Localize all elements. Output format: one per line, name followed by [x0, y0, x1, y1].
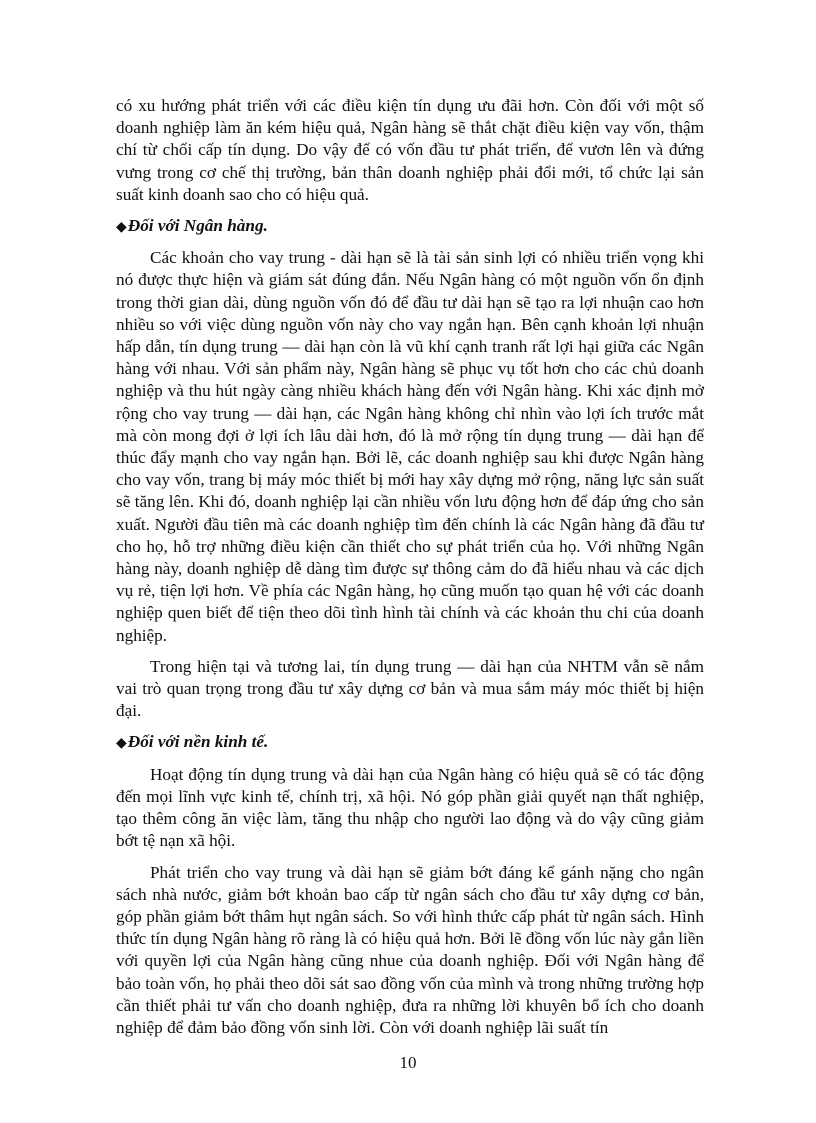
page-number: 10 [399, 1053, 417, 1072]
section-heading-bank-text: Đối với Ngân hàng. [127, 216, 268, 236]
section-heading-economy-text: Đối với nền kinh tế. [127, 732, 269, 752]
paragraph-bank-future: Trong hiện tại và tương lai, tín dụng trung — dài hạn của NHTM vẫn sẽ nắm vai trò quan trọng trong đầu tư xây dựng cơ bản và mua sắm máy móc thiết bị hiện đại. [116, 656, 704, 721]
diamond-bullet-icon: ◆ [116, 219, 127, 236]
paragraph-economy-impact: Hoạt động tín dụng trung và dài hạn của Ngân hàng có hiệu quả sẽ có tác động đến mọi lĩnh vực kinh tế, chính trị, xã hội. Nó góp phần giải quyết nạn thất nghiệp, tạo thêm công ăn việc làm, tăng thu nhập cho người lao động và do vậy cũng giảm bớt tệ nạn xã hội. [116, 764, 704, 851]
document-body [116, 95, 704, 1048]
paragraph-budget-relief: Phát triển cho vay trung và dài hạn sẽ giảm bớt đáng kể gánh nặng cho ngân sách nhà nước, giảm bớt khoản bao cấp từ ngân sách cho đầu tư xây dựng cơ bản, góp phần giảm bớt thâm hụt ngân sách. So với hình thức cấp phát từ ngân sách. Hình thức tín dụng Ngân hàng rõ ràng là có hiệu quả hơn. Bởi lẽ đồng vốn lúc này gắn liền với quyền lợi của Ngân hàng cũng nhue của doanh nghiệp. Đối với Ngân hàng để bảo toàn vốn, họ phải theo dõi sát sao đồng vốn của mình và trong những trường hợp cần thiết phải tư vấn cho doanh nghiệp, đưa ra những lời khuyên bổ ích cho doanh nghiệp để đảm bảo đồng vốn sinh lời. Còn với doanh nghiệp lãi suất tín [116, 862, 704, 1037]
paragraph-continuation: có xu hướng phát triển với các điều kiện tín dụng ưu đãi hơn. Còn đối với một số doanh nghiệp làm ăn kém hiệu quả, Ngân hàng sẽ thắt chặt điều kiện vay vốn, thậm chí từ chối cấp tín dụng. Do vậy để có vốn đầu tư phát triển, để vươn lên và đứng vưng trong cơ chế thị trường, bản thân doanh nghiệp phải đổi mới, tổ chức lại sản suất kinh doanh sao cho có hiệu quả. [116, 96, 704, 204]
diamond-bullet-icon: ◆ [116, 735, 127, 752]
paragraph-bank-benefits: Các khoản cho vay trung - dài hạn sẽ là tài sản sinh lợi có nhiều triển vọng khi nó được thực hiện và giám sát đúng đắn. Nếu Ngân hàng có một nguồn vốn ổn định trong thời gian dài, dùng nguồn vốn đó để đầu tư dài hạn sẽ tạo ra lợi nhuận cao hơn nhiều so với việc dùng nguồn vốn này cho vay ngắn hạn. Bên cạnh khoản lợi nhuận hấp dẫn, tín dụng trung — dài hạn còn là vũ khí cạnh tranh rất lợi hại giữa các Ngân hàng với nhau. Với sản phẩm này, Ngân hàng sẽ phục vụ tốt hơn cho các chủ doanh nghiệp và thu hút ngày càng nhiều khách hàng đến với Ngân hàng. Khi xác định mở rộng cho vay trung — dài hạn, các Ngân hàng không chỉ nhìn vào lợi ích trước mắt mà còn mong đợi ở lợi ích lâu dài hơn, đó là mở rộng tín dụng trung — dài hạn để thúc đẩy mạnh cho vay ngắn hạn. Bởi lẽ, các doanh nghiệp sau khi được Ngân hàng cho vay vốn, trang bị máy móc thiết bị mới hay xây dựng mở rộng, năng lực sản suất sẽ tăng lên. Khi đó, doanh nghiệp lại cần nhiều vốn lưu động hơn để đáp ứng cho sản xuất. Người đầu tiên mà các doanh nghiệp tìm đến chính là các Ngân hàng đã đầu tư cho họ, hỗ trợ những điều kiện cần thiết cho sự phát triển của họ. Với những Ngân hàng này, doanh nghiệp dễ dàng tìm được sự thông cảm do đã hiểu nhau và các dịch vụ rẻ, tiện lợi hơn. Về phía các Ngân hàng, họ cũng muốn tạo quan hệ với các doanh nghiệp quen biết để tiện theo dõi tình hình tài chính và các khoản thu chi của doanh nghiệp. [116, 248, 704, 645]
section-heading-bank [116, 215, 704, 238]
section-heading-economy [116, 731, 704, 754]
